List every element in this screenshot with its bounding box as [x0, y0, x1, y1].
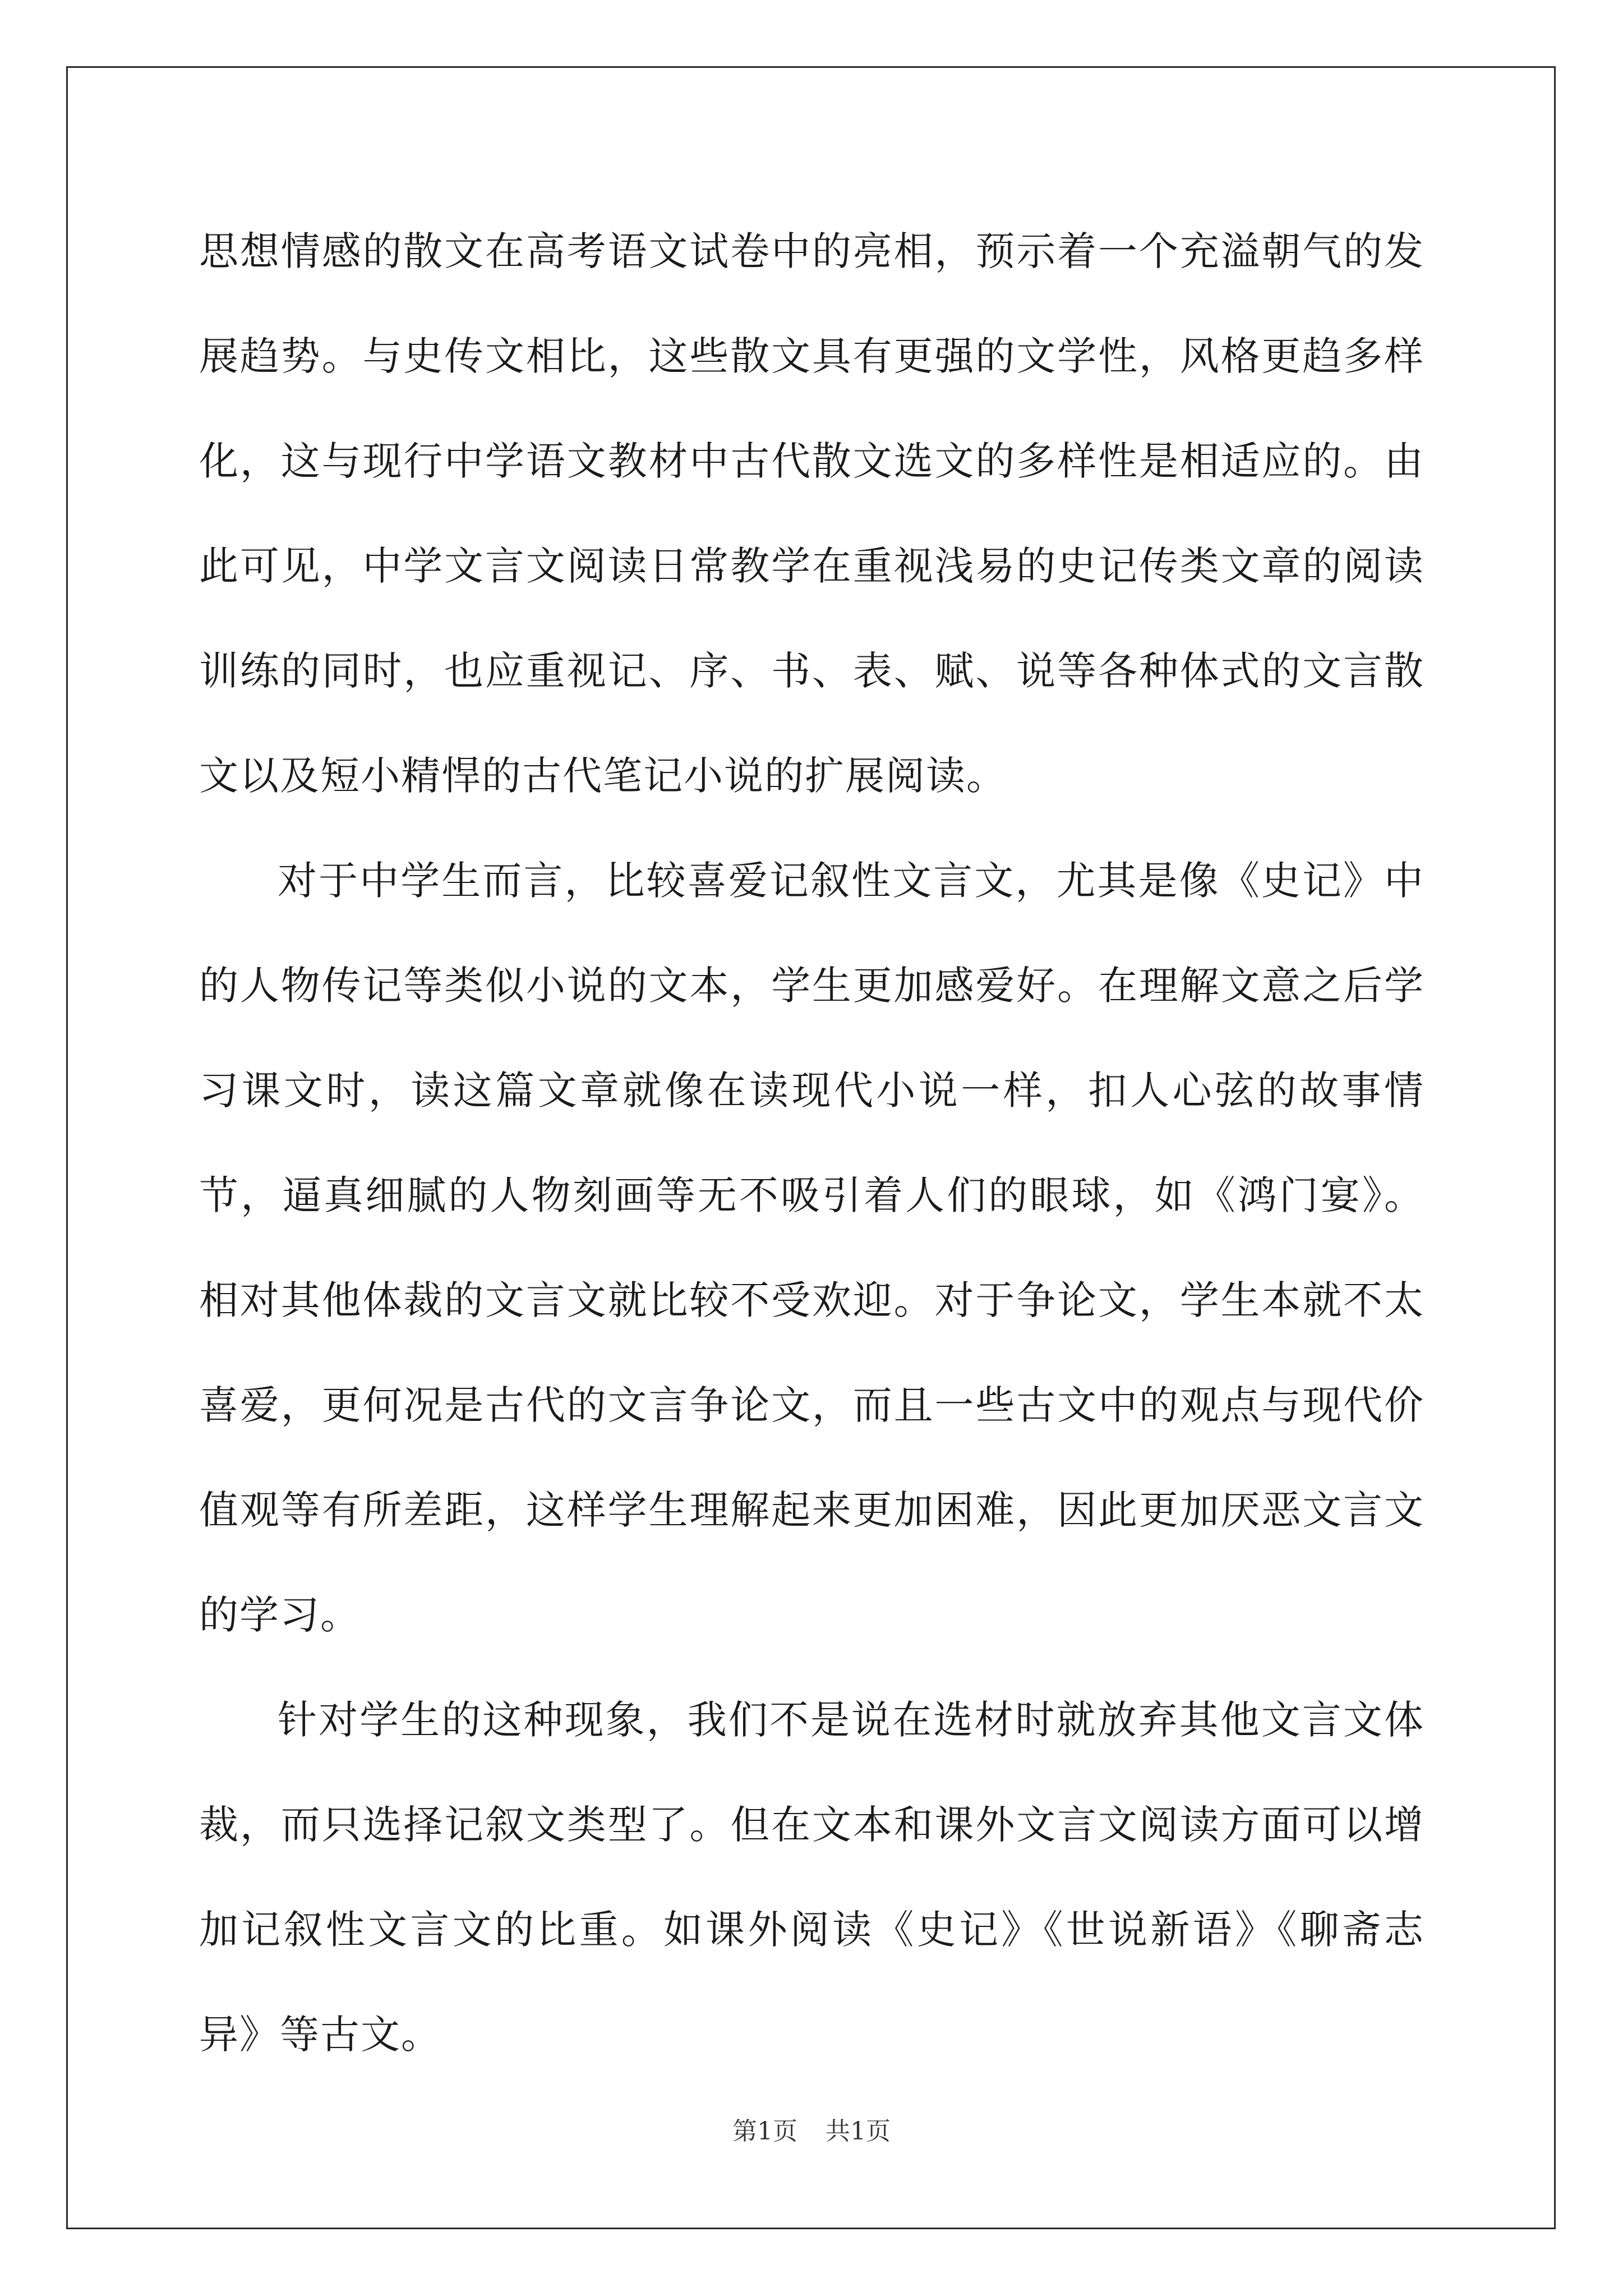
- page-footer: [0, 2115, 1623, 2148]
- page-number-current: 第1页: [732, 2117, 797, 2146]
- paragraph-3: 针对学生的这种现象，我们不是说在选材时就放弃其他文言文体裁，而只选择记叙文类型了。但在文本和课外文言文阅读方面可以增加记叙性文言文的比重。如课外阅读《史记》《世说新语》《聊斋志异》等古文。: [199, 1697, 1424, 2058]
- document-body: [199, 199, 1424, 2087]
- paragraph-1: 思想情感的散文在高考语文试卷中的亮相，预示着一个充溢朝气的发展趋势。与史传文相比，这些散文具有更强的文学性，风格更趋多样化，这与现行中学语文教材中古代散文选文的多样性是相适应的。由此可见，中学文言文阅读日常教学在重视浅易的史记传类文章的阅读训练的同时，也应重视记、序、书、表、赋、说等各种体式的文言散文以及短小精悍的古代笔记小说的扩展阅读。: [199, 228, 1424, 799]
- paragraph-2: 对于中学生而言，比较喜爱记叙性文言文，尤其是像《史记》中的人物传记等类似小说的文本，学生更加感爱好。在理解文意之后学习课文时，读这篇文章就像在读现代小说一样，扣人心弦的故事情节，逼真细腻的人物刻画等无不吸引着人们的眼球，如《鸿门宴》。相对其他体裁的文言文就比较不受欢迎。对于争论文，学生本就不太喜爱，更何况是古代的文言争论文，而且一些古文中的观点与现代价值观等有所差距，这样学生理解起来更加困难，因此更加厌恶文言文的学习。: [199, 858, 1424, 1638]
- page-number-total: 共1页: [826, 2117, 891, 2146]
